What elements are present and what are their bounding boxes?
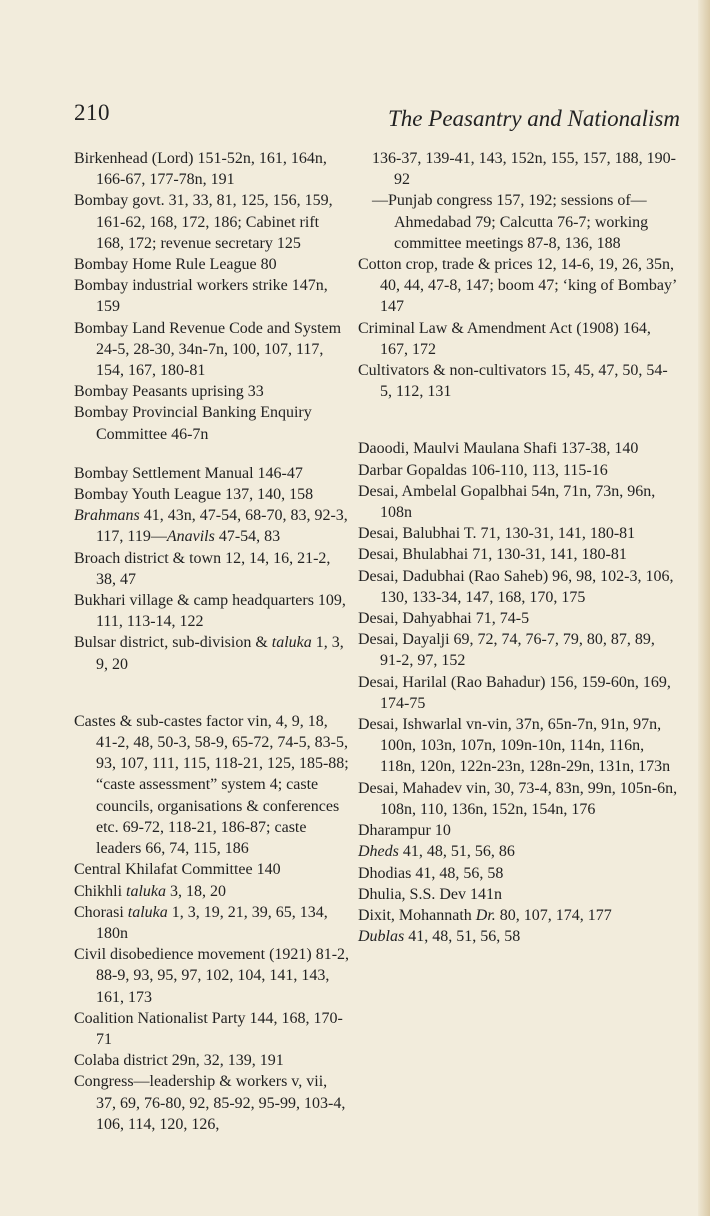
index-entry: Chorasi taluka 1, 3, 19, 21, 39, 65, 134, 180n (74, 903, 328, 942)
index-entry: Coalition Nationalist Party 144, 168, 170-71 (74, 1009, 343, 1048)
page-edge-shadow (698, 0, 710, 1216)
index-entry: Desai, Ambelal Gopalbhai 54n, 71n, 73n, 96n, 108n (358, 482, 656, 522)
index-entry: Criminal Law & Amendment Act (1908) 164, 167, 172 (358, 319, 651, 358)
index-entry: Bombay Provincial Banking Enquiry Committee 46-7n (74, 404, 312, 443)
index-entry: Broach district & town 12, 14, 16, 21-2, 38, 47 (74, 549, 331, 588)
index-entry: Bombay Peasants uprising 33 (74, 383, 264, 401)
index-entry: Bombay Youth League 137, 140, 158 (74, 486, 314, 504)
index-entry: Bombay govt. 31, 33, 81, 125, 156, 159, 161-62, 168, 172, 186; Cabinet rift 168, 172; revenue secretary 125 (74, 192, 333, 252)
index-entry: Dublas 41, 48, 51, 56, 58 (358, 928, 521, 946)
index-entry: —Punjab congress 157, 192; sessions of—Ahmedabad 79; Calcutta 76-7; working committee meetings 87-8, 136, 188 (372, 192, 649, 252)
index-entry: Desai, Balubhai T. 71, 130-31, 141, 180-81 (358, 525, 636, 543)
index-entry: Central Khilafat Committee 140 (74, 861, 281, 879)
index-entry: Cultivators & non-cultivators 15, 45, 47, 50, 54-5, 112, 131 (358, 362, 668, 401)
index-entry: Chikhli taluka 3, 18, 20 (74, 882, 227, 900)
index-entry: Desai, Mahadev vin, 30, 73-4, 83n, 99n, 105n-6n, 108n, 110, 136n, 152n, 154n, 176 (358, 779, 678, 818)
index-entry: Bombay Land Revenue Code and System 24-5, 28-30, 34n-7n, 100, 107, 117, 154, 167, 180-81 (74, 319, 342, 380)
page-number: 210 (74, 100, 110, 125)
index-entry: Colaba district 29n, 32, 139, 191 (74, 1052, 284, 1070)
index-entry: Brahmans 41, 43n, 47-54, 68-70, 83, 92-3, 117, 119—Anavils 47-54, 83 (74, 507, 348, 546)
index-entry: Bulsar district, sub-division & taluka 1, 3, 9, 20 (74, 634, 344, 673)
index-entry: Cotton crop, trade & prices 12, 14-6, 19, 26, 35n, 40, 44, 47-8, 147; boom 47; ‘king of Bombay’ 147 (358, 256, 677, 316)
index-entry: 136-37, 139-41, 143, 152n, 155, 157, 188, 190-92 (372, 150, 676, 189)
running-title: The Peasantry and Nationalism (388, 106, 680, 131)
index-entry: Dhulia, S.S. Dev 141n (358, 885, 502, 903)
index-entry: Desai, Ishwarlal vn-vin, 37n, 65n-7n, 91n, 97n, 100n, 103n, 107n, 109n-10n, 114n, 116n, 118n, 120n, 122n-23n, 128n-29n, 131n, 173n (358, 716, 671, 776)
index-entry: Bukhari village & camp headquarters 109, 111, 113-14, 122 (74, 592, 346, 631)
index-entry: Desai, Dayalji 69, 72, 74, 76-7, 79, 80, 87, 89, 91-2, 97, 152 (358, 631, 655, 670)
index-entry: Desai, Bhulabhai 71, 130-31, 141, 180-81 (358, 546, 627, 564)
index-entry: Daoodi, Maulvi Maulana Shafi 137-38, 140 (358, 440, 639, 458)
index-entry: Desai, Dahyabhai 71, 74-5 (358, 610, 530, 628)
index-entry: Bombay Home Rule League 80 (74, 256, 277, 274)
index-entry: Bombay industrial workers strike 147n, 159 (74, 277, 328, 316)
index-entry: Dhodias 41, 48, 56, 58 (358, 864, 504, 882)
index-entry: Dixit, Mohannath Dr. 80, 107, 174, 177 (358, 906, 612, 924)
index-column-right (358, 148, 678, 947)
page-header (74, 100, 680, 136)
index-entry: Dharampur 10 (358, 822, 451, 840)
index-entry: Darbar Gopaldas 106-110, 113, 115-16 (358, 461, 608, 479)
index-column-left (74, 148, 350, 1135)
index-entry: Bombay Settlement Manual 146-47 (74, 464, 303, 482)
index-entry: Desai, Harilal (Rao Bahadur) 156, 159-60n, 169, 174-75 (358, 673, 671, 712)
index-entry: Birkenhead (Lord) 151-52n, 161, 164n, 166-67, 177-78n, 191 (74, 150, 327, 189)
index-entry: Dheds 41, 48, 51, 56, 86 (358, 843, 515, 861)
index-entry: Civil disobedience movement (1921) 81-2, 88-9, 93, 95, 97, 102, 104, 141, 143, 161, 173 (74, 946, 350, 1006)
index-entry: Desai, Dadubhai (Rao Saheb) 96, 98, 102-3, 106, 130, 133-34, 147, 168, 170, 175 (358, 567, 674, 606)
index-entry: Congress—leadership & workers v, vii, 37, 69, 76-80, 92, 85-92, 95-99, 103-4, 106, 114, 120, 126, (74, 1073, 346, 1133)
index-entry: Castes & sub-castes factor vin, 4, 9, 18, 41-2, 48, 50-3, 58-9, 65-72, 74-5, 83-5, 93, 107, 111, 115, 118-21, 125, 185-88; “caste assessment” system 4; caste councils, organisations & conferences etc. 69-72, 118-21, 186-87; caste leaders 66, 74, 115, 186 (74, 712, 349, 858)
